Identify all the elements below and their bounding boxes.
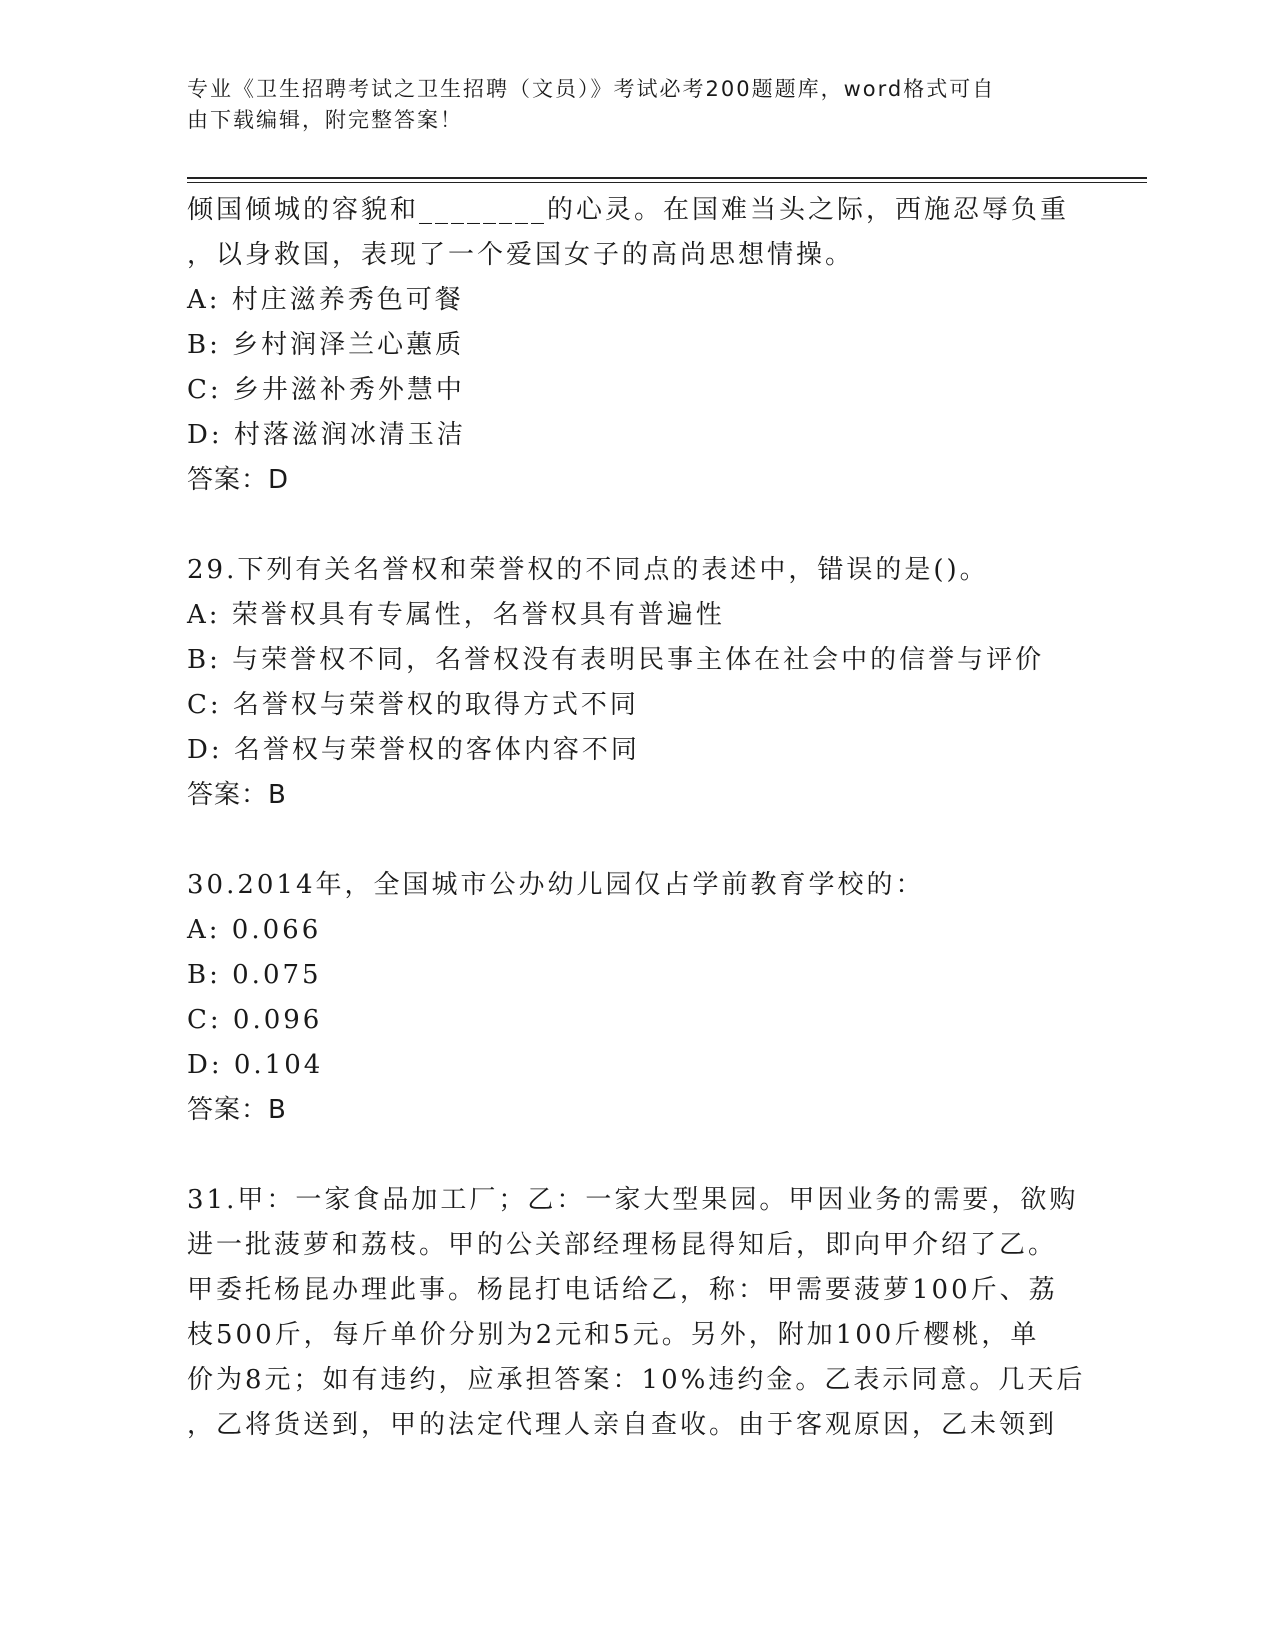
option-d: D: 村落滋润冰清玉洁	[187, 420, 466, 450]
question-stem: 29.下列有关名誉权和荣誉权的不同点的表述中，错误的是()。	[187, 555, 989, 585]
option-c: C: 0.096	[187, 1005, 323, 1035]
question-29	[187, 548, 1087, 818]
option-a: A: 荣誉权具有专属性，名誉权具有普遍性	[187, 600, 725, 630]
option-b: B: 与荣誉权不同，名誉权没有表明民事主体在社会中的信誉与评价	[187, 645, 1045, 675]
header-line-1: 专业《卫生招聘考试之卫生招聘（文员）》考试必考200题题库，word格式可自	[187, 77, 996, 101]
option-a: A: 0.066	[187, 915, 322, 945]
header-divider-thick	[187, 177, 1147, 179]
spacer	[187, 503, 1087, 548]
document-header	[187, 74, 1067, 136]
spacer	[187, 818, 1087, 863]
question-stem-line: 价为8元；如有违约，应承担答案：10%违约金。乙表示同意。几天后	[187, 1365, 1086, 1395]
question-stem-line: 进一批菠萝和荔枝。甲的公关部经理杨昆得知后，即向甲介绍了乙。	[187, 1230, 1058, 1260]
option-d: D: 名誉权与荣誉权的客体内容不同	[187, 735, 640, 765]
question-stem-line: 倾国倾城的容貌和________的心灵。在国难当头之际，西施忍辱负重	[187, 195, 1070, 225]
option-b: B: 乡村润泽兰心蕙质	[187, 330, 465, 360]
question-stem: 30.2014年，全国城市公办幼儿园仅占学前教育学校的：	[187, 870, 925, 900]
answer-label: 答案：B	[187, 780, 287, 810]
question-28	[187, 188, 1087, 503]
question-stem-line: 31.甲：一家食品加工厂；乙：一家大型果园。甲因业务的需要，欲购	[187, 1185, 1079, 1215]
answer-label: 答案：B	[187, 1095, 287, 1125]
option-c: C: 乡井滋补秀外慧中	[187, 375, 465, 405]
header-line-2: 由下载编辑，附完整答案！	[187, 108, 463, 132]
question-content	[187, 188, 1087, 1448]
question-stem-line: 枝500斤，每斤单价分别为2元和5元。另外，附加100斤樱桃，单	[187, 1320, 1040, 1350]
question-31	[187, 1178, 1087, 1448]
option-d: D: 0.104	[187, 1050, 324, 1080]
question-stem-line: ，以身救国，表现了一个爱国女子的高尚思想情操。	[187, 240, 855, 270]
question-stem-line: 甲委托杨昆办理此事。杨昆打电话给乙，称：甲需要菠萝100斤、荔	[187, 1275, 1058, 1305]
header-divider-thin	[187, 182, 1147, 183]
answer-label: 答案：D	[187, 465, 290, 495]
option-c: C: 名誉权与荣誉权的取得方式不同	[187, 690, 639, 720]
spacer	[187, 1133, 1087, 1178]
option-a: A: 村庄滋养秀色可餐	[187, 285, 464, 315]
question-30	[187, 863, 1087, 1133]
option-b: B: 0.075	[187, 960, 322, 990]
question-stem-line: ，乙将货送到，甲的法定代理人亲自查收。由于客观原因，乙未领到	[187, 1410, 1058, 1440]
